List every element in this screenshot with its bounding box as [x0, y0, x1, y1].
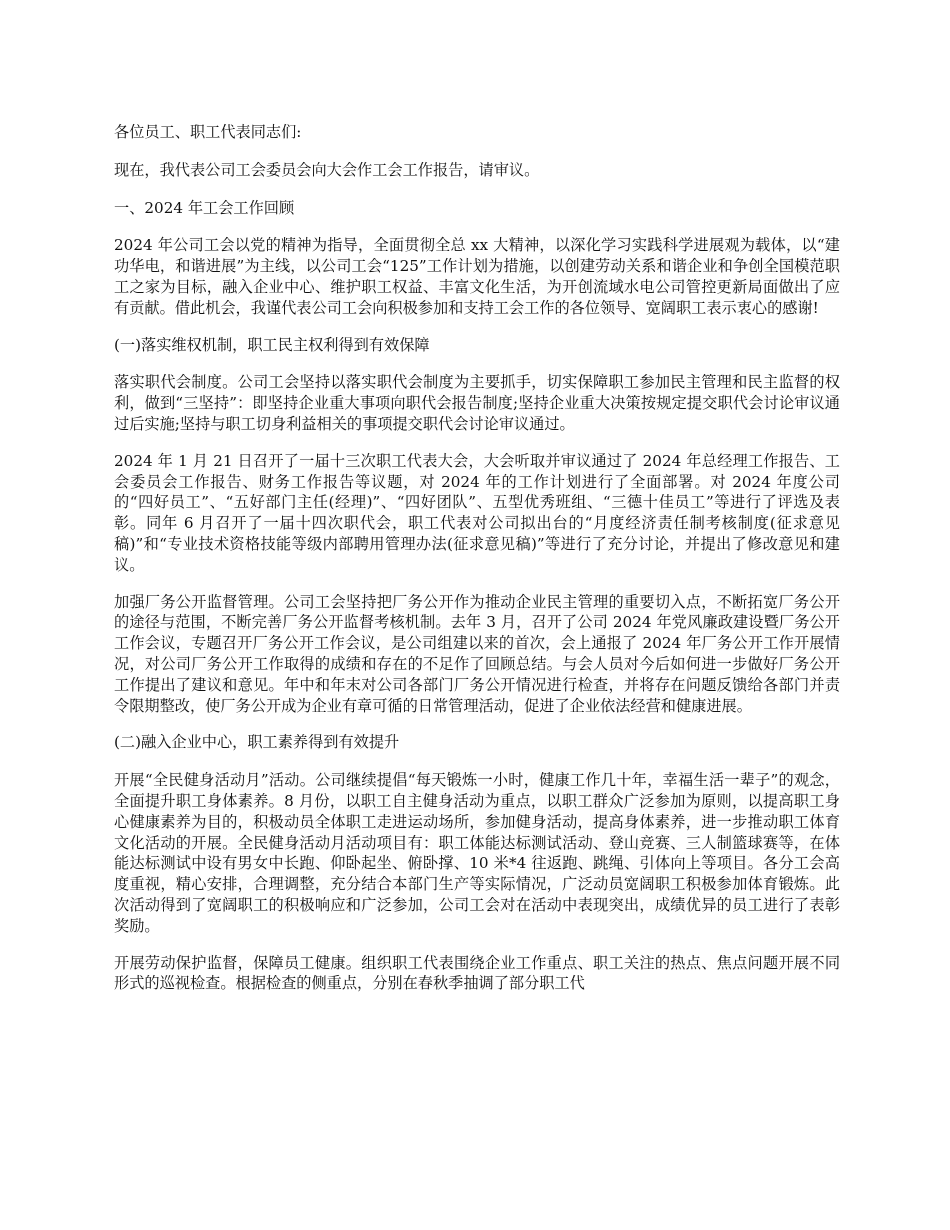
subsection-title: (一)落实维权机制，职工民主权利得到有效保障 [114, 335, 430, 354]
greeting: 各位员工、职工代表同志们: [114, 123, 302, 141]
section-title: 一、2024 年工会工作回顾 [114, 198, 295, 217]
document-body [114, 122, 840, 1010]
paragraph: 2024 年 1 月 21 日召开了一届十三次职工代表大会，大会听取并审议通过了 2024 年总经理工作报告、工会委员会工作报告、财务工作报告等议题，对 2024 年的工作计划进行了全面部署。对 2024 年度公司的“四好员工”、“五好部门主任(经理)”、“四好团队”、五型优秀班组、“三德十佳员工”等进行了评选及表彰。同年 6 月召开了一届十四次职代会，职工代表对公司拟出台的“月度经济责任制考核制度(征求意见稿)”和“专业技术资格技能等级内部聘用管理办法(征求意见稿)”等进行了充分讨论，并提出了修改意见和建议。 [114, 451, 840, 574]
subsection-title: (二)融入企业中心，职工素养得到有效提升 [114, 733, 400, 752]
paragraph: 落实职代会制度。公司工会坚持以落实职代会制度为主要抓手，切实保障职工参加民主管理和民主监督的权利，做到“三坚持”：即坚持企业重大事项向职代会报告制度;坚持企业重大决策按规定提交职代会讨论审议通过后实施;坚持与职工切身利益相关的事项提交职代会讨论审议通过。 [114, 373, 840, 433]
paragraph: 开展“全民健身活动月”活动。公司继续提倡“每天锻炼一小时，健康工作几十年，幸福生活一辈子”的观念，全面提升职工身体素养。8 月份，以职工自主健身活动为重点，以职工群众广泛参加为原则，以提高职工身心健康素养为目的，积极动员全体职工走进运动场所，参加健身活动，提高身体素养，进一步推动职工体育文化活动的开展。全民健身活动月活动项目有：职工体能达标测试活动、登山竞赛、三人制篮球赛等，在体能达标测试中设有男女中长跑、仰卧起坐、俯卧撑、10 米*4 往返跑、跳绳、引体向上等项目。各分工会高度重视，精心安排，合理调整，充分结合本部门生产等实际情况，广泛动员宽阔职工积极参加体育锻炼。此次活动得到了宽阔职工的积极响应和广泛参加，公司工会对在活动中表现突出，成绩优异的员工进行了表彰奖励。 [114, 771, 840, 935]
paragraph: 开展劳动保护监督，保障员工健康。组织职工代表围绕企业工作重点、职工关注的热点、焦点问题开展不同形式的巡视检查。根据检查的侧重点，分别在春秋季抽调了部分职工代 [114, 953, 840, 993]
intro-paragraph: 现在，我代表公司工会委员会向大会作工会工作报告，请审议。 [114, 160, 540, 179]
paragraph: 2024 年公司工会以党的精神为指导，全面贯彻全总 xx 大精神，以深化学习实践科学进展观为载体，以“建功华电，和谐进展”为主线，以公司工会“125”工作计划为措施，以创建劳动关系和谐企业和争创全国模范职工之家为目标，融入企业中心、维护职工权益、丰富文化生活，为开创流域水电公司管控更新局面做出了应有贡献。借此机会，我谨代表公司工会向积极参加和支持工会工作的各位领导、宽阔职工表示衷心的感谢! [114, 236, 840, 317]
paragraph: 加强厂务公开监督管理。公司工会坚持把厂务公开作为推动企业民主管理的重要切入点，不断拓宽厂务公开的途径与范围，不断完善厂务公开监督考核机制。去年 3 月，召开了公司 2024 年党风廉政建设暨厂务公开工作会议，专题召开厂务公开工作会议，是公司组建以来的首次，会上通报了 2024 年厂务公开工作开展情况，对公司厂务公开工作取得的成绩和存在的不足作了回顾总结。与会人员对今后如何进一步做好厂务公开工作提出了建议和意见。年中和年末对公司各部门厂务公开情况进行检查，并将存在问题反馈给各部门并责令限期整改，使厂务公开成为企业有章可循的日常管理活动，促进了企业依法经营和健康进展。 [114, 592, 840, 715]
